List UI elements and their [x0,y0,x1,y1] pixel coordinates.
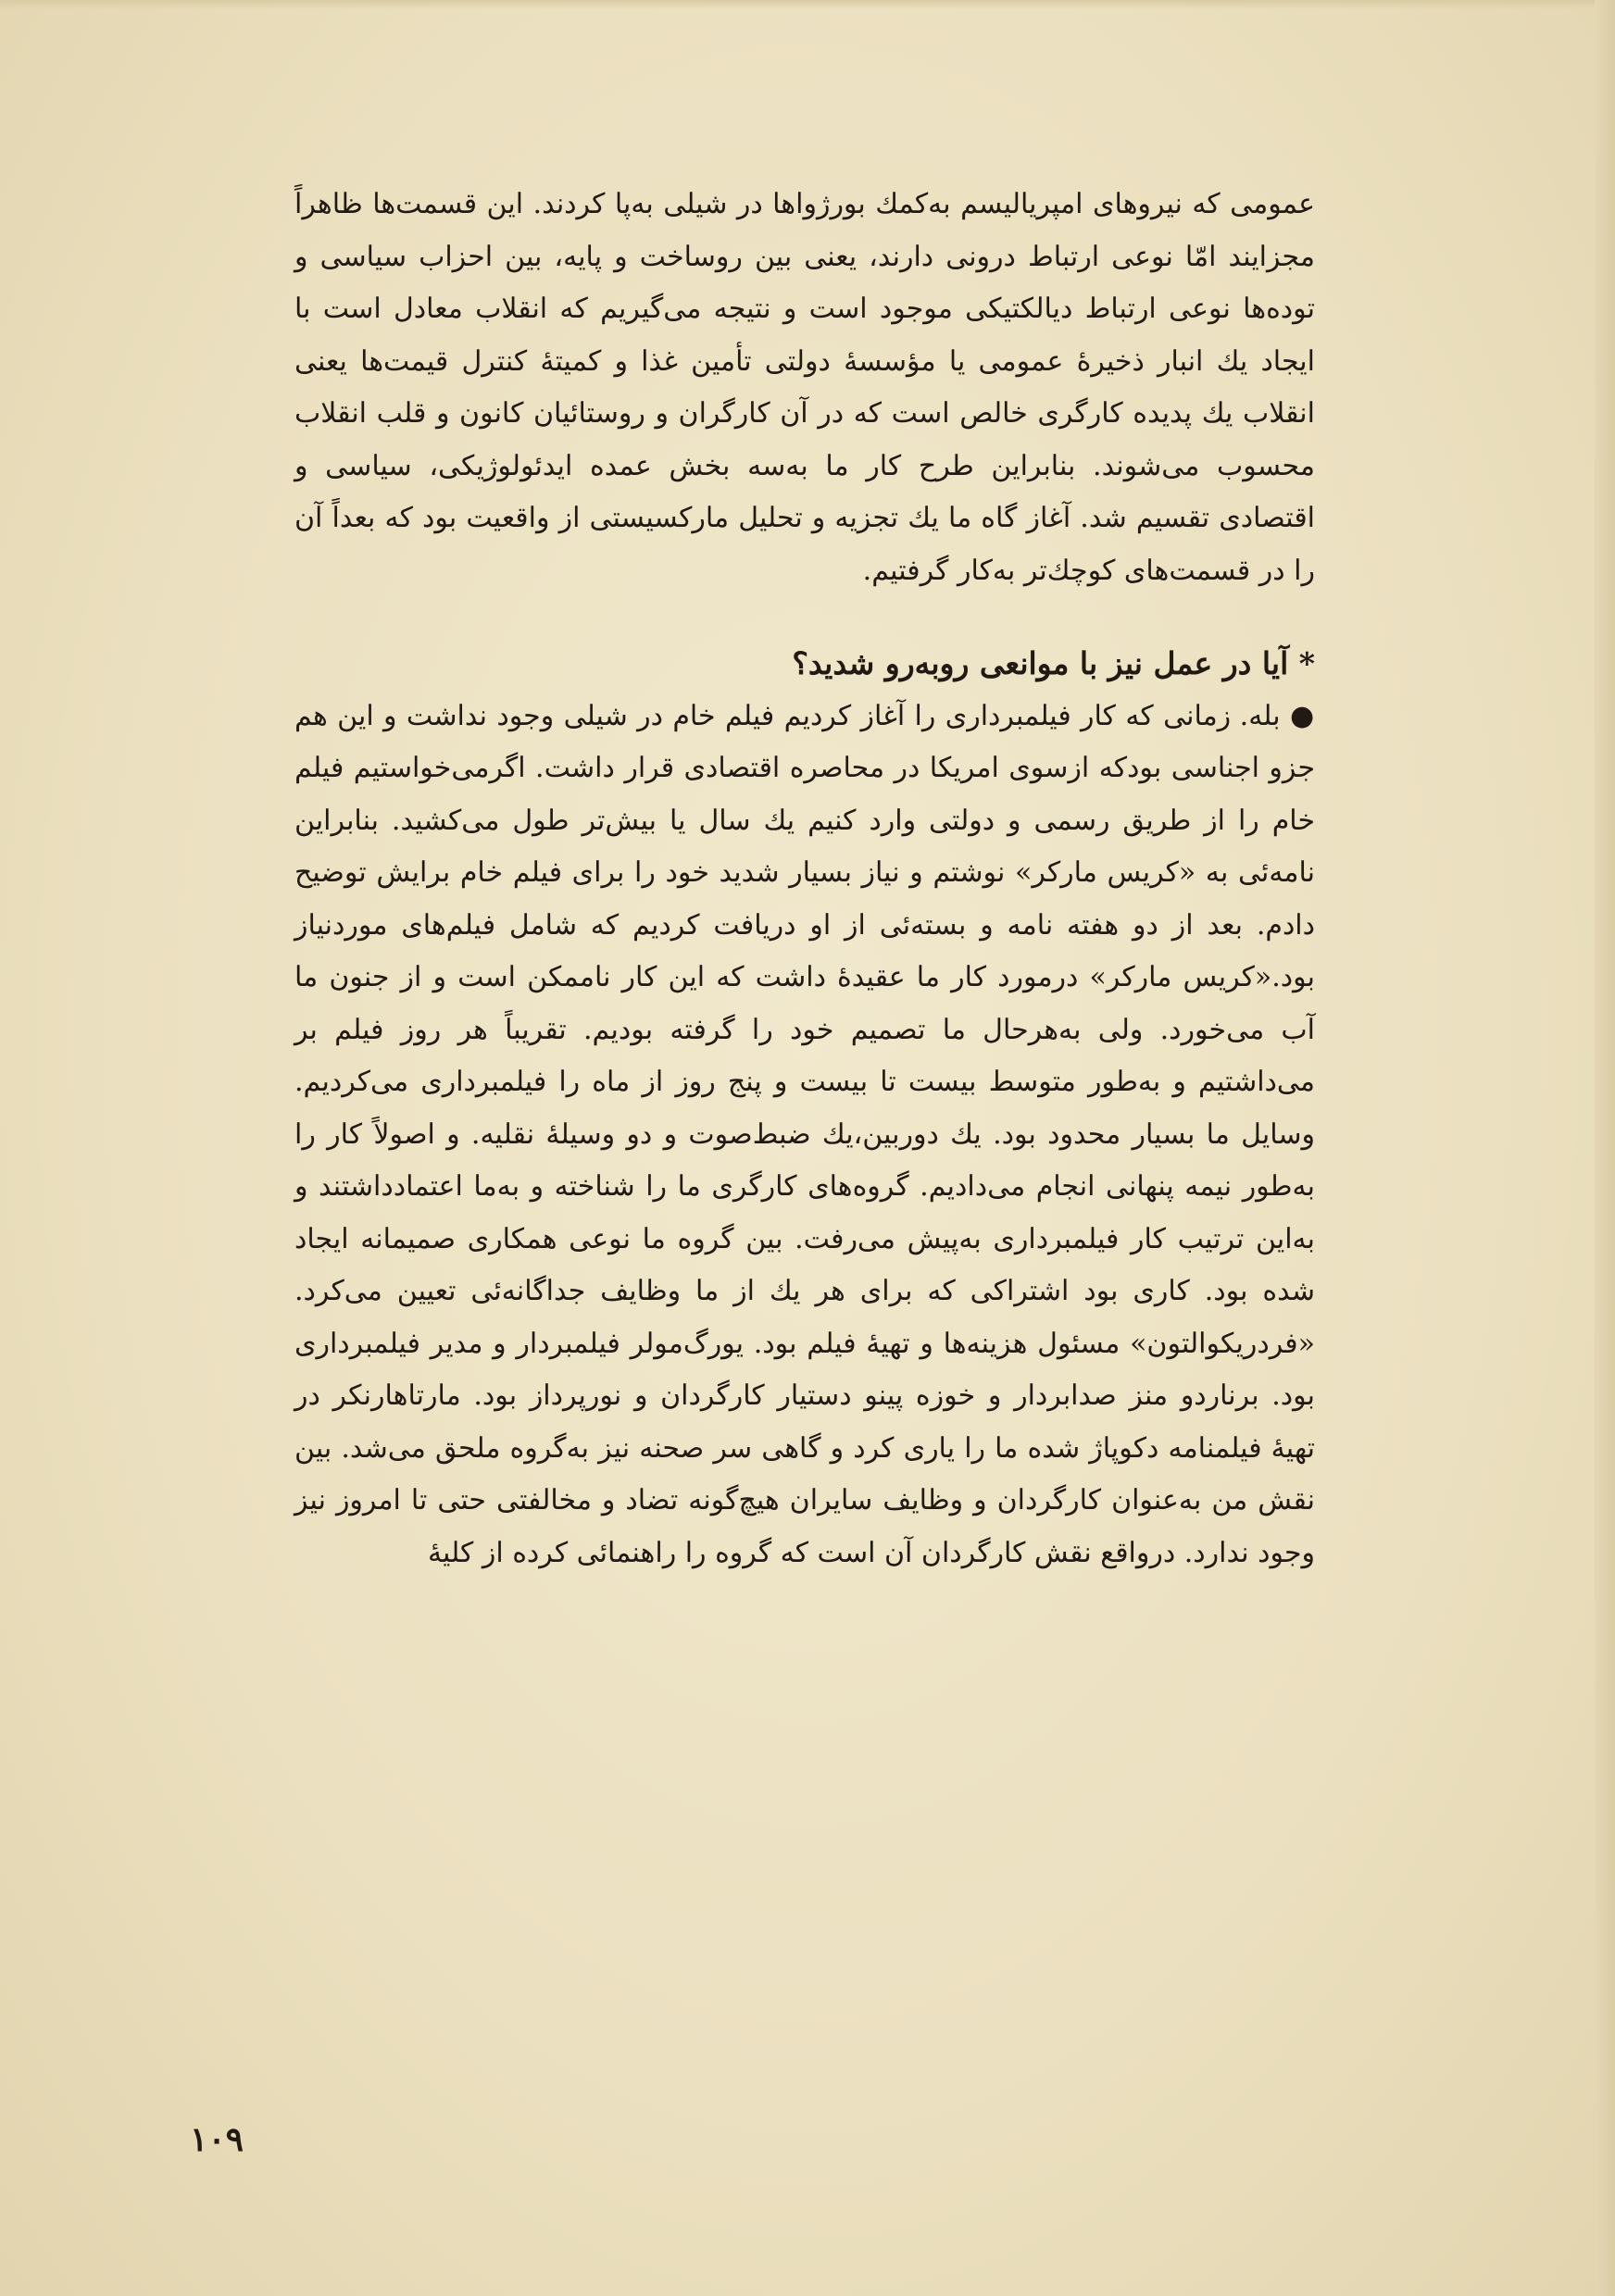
page-number: ۱۰۹ [190,2120,244,2159]
page-top-edge [0,0,1615,9]
page-right-edge [1595,0,1615,2296]
interview-answer [294,691,1315,1580]
answer-bullet: ● [1289,699,1315,732]
text-column [294,179,1315,1579]
paragraph-1: عمومی که نیروهای امپریالیسم به‌کمك بورژواها در شیلی به‌پا کردند. این قسمت‌ها ظاهراً مجزایند امّا نوعی ارتباط درونی دارند، یعنی بین روساخت و پایه، بین احزاب سیاسی و توده‌ها نوعی ارتباط دیالکتیکی موجود است و نتیجه می‌گیریم که انقلاب معادل است با ایجاد یك انبار ذخیرهٔ عمومی یا مؤسسهٔ دولتی تأمین غذا و کمیتهٔ کنترل قیمت‌ها یعنی انقلاب یك پدیده کارگری خالص است که در آن کارگران و روستائیان کانون و قلب انقلاب محسوب می‌شوند. بنابراین طرح کار ما به‌سه بخش عمده ایدئولوژیکی، سیاسی و اقتصادی تقسیم شد. آغاز گاه ما یك تجزیه و تحلیل مارکسیستی از واقعیت بود که بعداً آن را در قسمت‌های کوچك‌تر به‌کار گرفتیم. [294,188,1315,587]
answer-text: بله. زمانی که کار فیلمبرداری را آغاز کردیم فیلم خام در شیلی وجود نداشت و این هم جزو اجناسی بودکه ازسوی امریکا در محاصره اقتصادی قرار داشت. اگرمی‌خواستیم فیلم خام را از طریق رسمی و دولتی وارد کنیم یك سال یا بیش‌تر طول می‌کشید. بنابراین نامه‌ئی به «کریس مارکر» نوشتم و نیاز بسیار شدید خود را برای فیلم خام برایش توضیح دادم. بعد از دو هفته نامه و بسته‌ئی از او دریافت کردیم که شامل فیلم‌های موردنیاز بود.«کریس مارکر» درمورد کار ما عقیدهٔ داشت که این کار ناممکن است و از جنون ما آب می‌خورد. ولی به‌هرحال ما تصمیم خود را گرفته بودیم. تقریباً هر روز فیلم بر می‌داشتیم و به‌طور متوسط بیست تا بیست و پنج روز از ماه را فیلمبرداری می‌کردیم. وسایل ما بسیار محدود بود. یك دوربین،یك ضبط‌صوت و دو وسیلهٔ نقلیه. و اصولاً کار را به‌طور نیمه پنهانی انجام می‌دادیم. گروه‌های کارگری ما را شناخته و به‌ما اعتمادداشتند و به‌این ترتیب کار فیلمبرداری به‌پیش می‌رفت. بین گروه ما نوعی همکاری صمیمانه ایجاد شده بود. کاری بود اشتراکی که برای هر یك از ما وظایف جداگانه‌ئی تعیین می‌کرد. «فردریکوالتون» مسئول هزینه‌ها و تهیهٔ فیلم بود. یورگ‌مولر فیلمبردار و مدیر فیلمبرداری بود. برناردو منز صدابردار و خوزه پینو دستیار کارگردان و نورپرداز بود. مارتاهارنکر در تهیهٔ فیلمنامه دکوپاژ شده ما را یاری کرد و گاهی سر صحنه نیز به‌گروه ملحق می‌شد. بین نقش من به‌عنوان کارگردان و وظایف سایران هیچ‌گونه تضاد و مخالفتی حتی تا امروز نیز وجود ندارد. درواقع نقش کارگردان آن است که گروه را راهنمائی کرده از کلیهٔ [294,699,1315,1569]
interview-question: * آیا در عمل نیز با موانعی روبه‌رو شدید؟ [792,645,1315,681]
